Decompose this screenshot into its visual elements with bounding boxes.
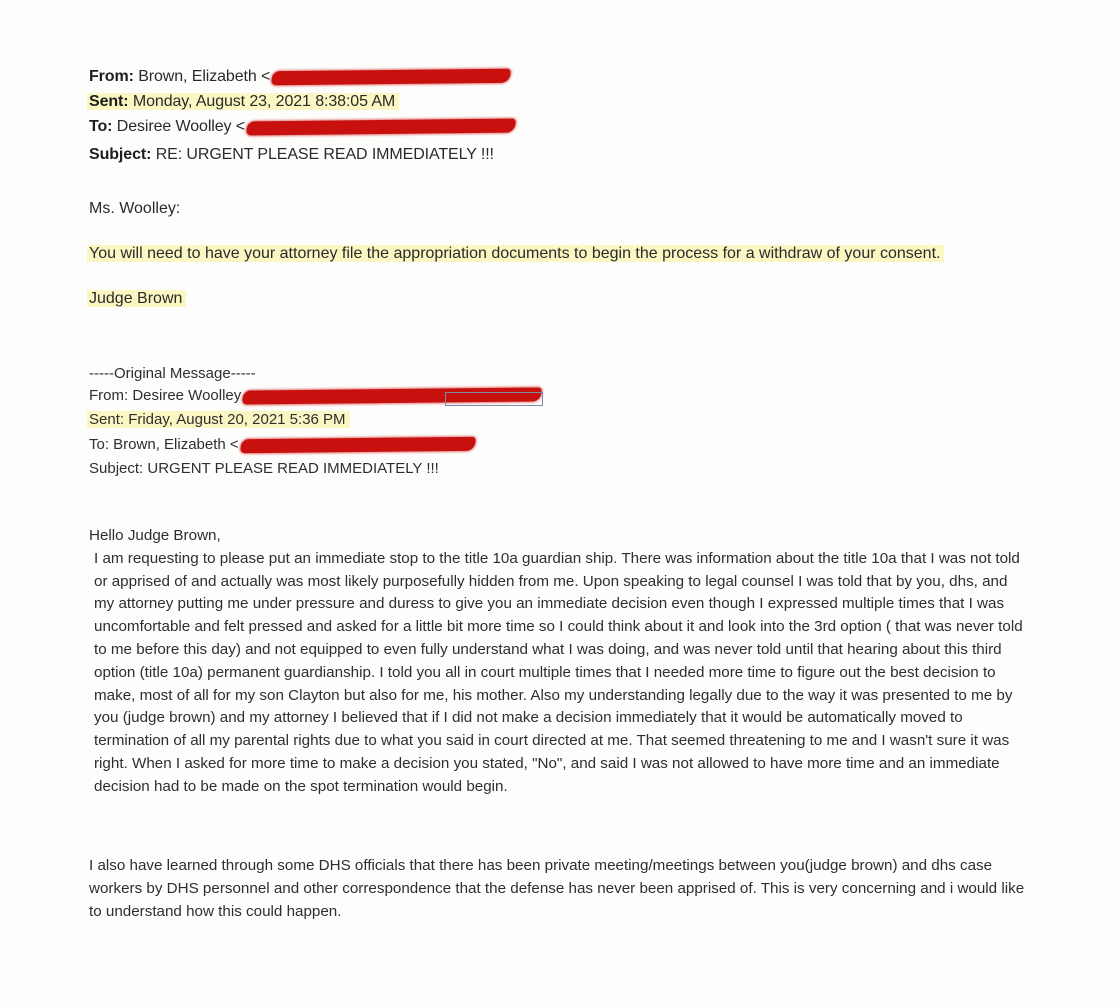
subject-label: Subject: xyxy=(89,146,152,163)
email-subject-line xyxy=(89,144,494,166)
original-message-body xyxy=(89,525,1029,799)
sent-value: Monday, August 23, 2021 8:38:05 AM xyxy=(132,93,396,110)
sent-highlight xyxy=(87,93,399,110)
redaction-mark xyxy=(271,69,511,85)
original-from-line xyxy=(89,385,543,407)
to-label: To: xyxy=(89,118,113,135)
email-sent-line xyxy=(89,91,399,113)
original-greeting: Hello Judge Brown, xyxy=(89,527,221,544)
original-paragraph-1: I am requesting to please put an immediate stop to the title 10a guardian ship. There was information about the title 10a that I was not told or apprised of and actually was most likely purposefully hidden from me. Upon speaking to legal counsel I was told that by you, dhs, and my attorney putting me under pressure and duress to give you an immediate decision even though I expressed multiple times that I was uncomfortable and felt pressed and asked for a little bit more time so I could think about it and look into the 3rd option ( that was never told to me before this day) and not equipped to even fully understand what I was doing, and was never told until that hearing about this third option (title 10a) permanent guardianship. I told you all in court multiple times that I needed more time to figure out the best decision to make, most of all for my son Clayton but also for me, his mother. Also my understanding legally due to the way it was presented to me by you (judge brown) and my attorney I believed that if I did not make a decision immediately that it would be automatically moved to termination of all my parental rights due to what you said in court directed at me. That seemed threatening to me and I wasn't sure it was right. When I asked for more time to make a decision you stated, "No", and said I was not allowed to have more time and an immediate decision had to be made on the spot termination would begin. xyxy=(94,549,1023,795)
salutation: Ms. Woolley: xyxy=(89,200,181,217)
redaction-mark xyxy=(240,437,476,453)
email-to-line xyxy=(89,116,515,138)
original-divider: -----Original Message----- xyxy=(89,365,256,382)
signature-text: Judge Brown xyxy=(87,290,186,307)
redaction-box xyxy=(445,392,543,406)
signature xyxy=(89,288,186,310)
reply-body xyxy=(89,243,944,265)
sent-label: Sent: xyxy=(89,93,129,110)
original-paragraph-2: I also have learned through some DHS officials that there has been private meeting/meetings between you(judge brown) and dhs case workers by DHS personnel and other correspondence that the defense has never been apprised of. This is very concerning and i would like to understand how this could happen. xyxy=(89,857,1025,920)
reply-body-text: You will need to have your attorney file the appropriation documents to begin the process for a withdraw of your consent. xyxy=(87,245,944,262)
original-subject-line: Subject: URGENT PLEASE READ IMMEDIATELY !!! xyxy=(89,460,439,477)
original-to-line xyxy=(89,434,475,456)
original-paragraph-2-block xyxy=(89,855,1029,923)
from-value: Brown, Elizabeth < xyxy=(138,68,271,85)
original-from: From: Desiree Woolley xyxy=(89,387,242,404)
email-from-line xyxy=(89,66,510,88)
subject-value: RE: URGENT PLEASE READ IMMEDIATELY !!! xyxy=(155,146,494,163)
original-sent: Sent: Friday, August 20, 2021 5:36 PM xyxy=(87,411,350,428)
original-sent-line xyxy=(89,409,350,431)
to-value: Desiree Woolley < xyxy=(116,118,246,135)
from-label: From: xyxy=(89,68,134,85)
original-to: To: Brown, Elizabeth < xyxy=(89,436,239,453)
redaction-mark xyxy=(246,118,516,135)
